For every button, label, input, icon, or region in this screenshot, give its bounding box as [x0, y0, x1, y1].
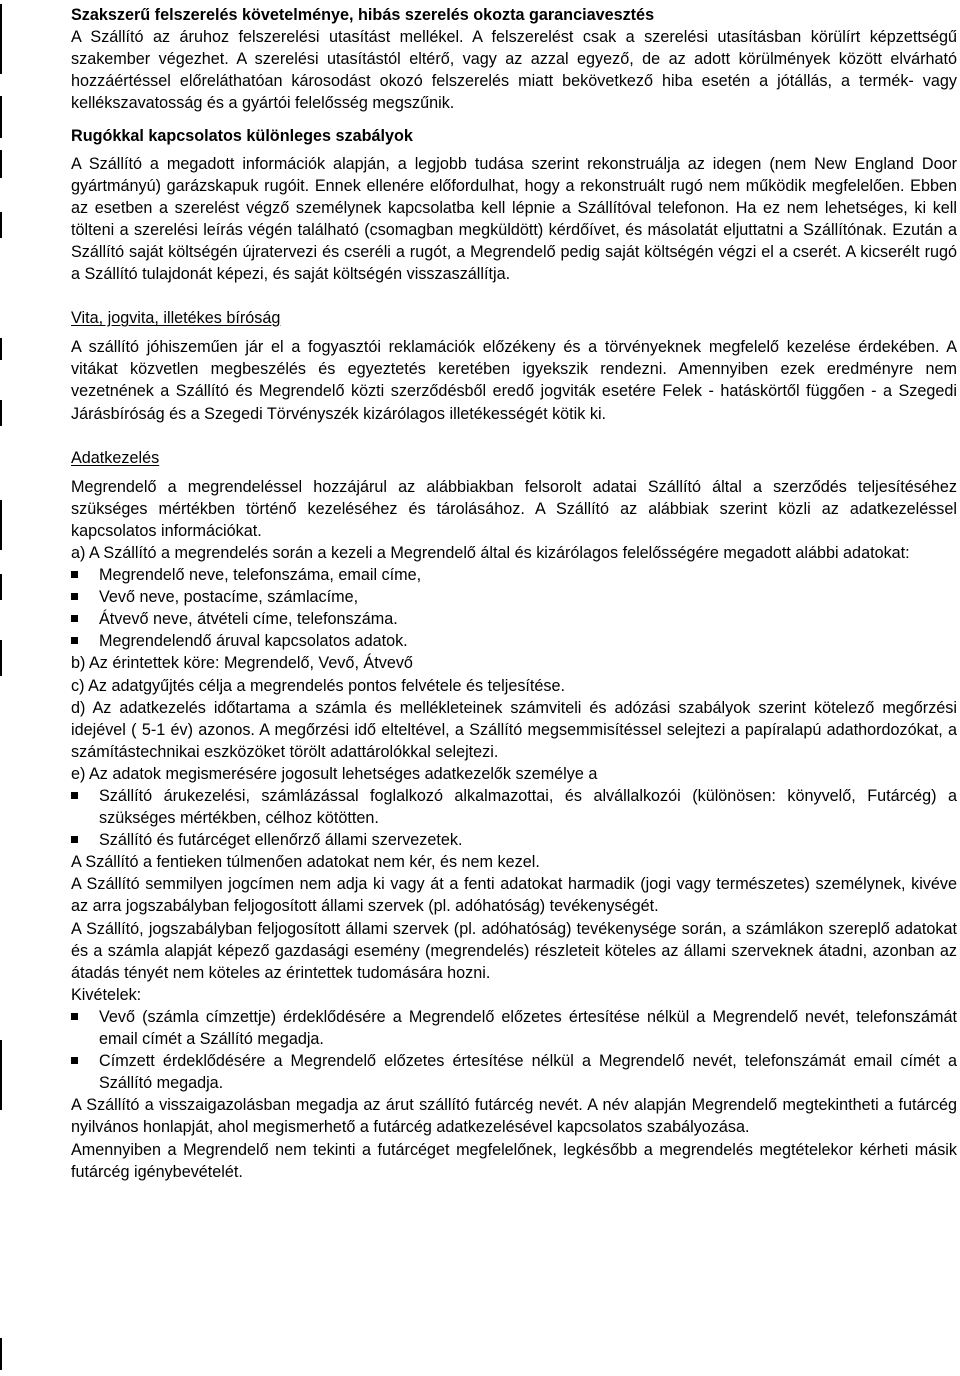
paragraph-a: a) A Szállító a megrendelés során a kezeli a Megrendelő által és kizárólagos felelősségére megadott alábbi adatokat: — [71, 543, 910, 562]
paragraph: Amennyiben a Megrendelő nem tekinti a futárcéget megfelelőnek, legkésőbb a megrendelés megtételekor kérheti másik futárcég igénybevételét. — [71, 1140, 957, 1181]
paragraph: A szállító jóhiszeműen jár el a fogyasztói reklamációk előzékeny és a törvényeknek megfelelő kezelése érdekében. A vitákat közvetlen megbeszélés és egyeztetés keretében igyekszik rendezni. Amennyiben ezek eredményre nem vezetnének a Szállító és Megrendelő közti szerződésből eredő jogviták esetére Felek - hatáskörtől függően - a Szegedi Járásbíróság és a Szegedi Törvényszék kizárólagos illetékességét kötik ki. — [71, 338, 957, 423]
margin-bar — [0, 500, 2, 550]
margin-bar — [0, 96, 2, 138]
margin-bar — [0, 400, 2, 426]
list-item: Átvevő neve, átvételi címe, telefonszáma. — [71, 608, 957, 630]
margin-bar — [0, 640, 2, 676]
list-exceptions — [71, 1006, 957, 1094]
bullet-square-icon — [71, 571, 78, 578]
bullet-square-icon — [71, 1013, 78, 1020]
paragraph-d: d) Az adatkezelés időtartama a számla és mellékleteinek számviteli és adózási szabályok szerint kötelező megőrzési idejével ( 5-1 év) azonos. A megőrzési idő elteltével, a Szállító megsemmisítéssel selejtezi a papíralapú adathordozókat, a számítástechnikai eszközöket törölt adattárolókkal selejtezi. — [71, 698, 957, 761]
section-heading-dispute: Vita, jogvita, illetékes bíróság — [71, 309, 281, 328]
paragraph: A Szállító a megadott információk alapján, a legjobb tudása szerint rekonstruálja az idegen (nem New England Door gyártmányú) garázskapuk rugóit. Ennek ellenére előfordulhat, hogy a rekonstruált rugó nem működik megfelelően. Ebben az esetben a szerelést végző személynek kapcsolatba kell lépnie a Szállítóval telefonon. Ha ez nem lehetséges, ki kell tölteni a szerelési leírás végén található (csomagban megküldött) kérdőívet, és másolatát eljuttatni a Szállítónak. Ezután a Szállító saját költségén újratervezi és cseréli a rugót, a Megrendelő pedig saját költségén végzi el a cserét. A kicserélt rugó a Szállító tulajdonát képezi, és saját költségén visszaszállítja. — [71, 154, 957, 284]
document-page — [71, 0, 957, 1183]
bullet-square-icon — [71, 1057, 78, 1064]
paragraph-b: b) Az érintettek köre: Megrendelő, Vevő, Átvevő — [71, 654, 413, 673]
section-heading-springs: Rugókkal kapcsolatos különleges szabályok — [71, 127, 413, 146]
bullet-square-icon — [71, 836, 78, 843]
bullet-square-icon — [71, 615, 78, 622]
paragraph-e: e) Az adatok megismerésére jogosult lehetséges adatkezelők személye a — [71, 764, 598, 783]
list-item: Vevő neve, postacíme, számlacíme, — [71, 586, 957, 608]
paragraph-c: c) Az adatgyűjtés célja a megrendelés pontos felvétele és teljesítése. — [71, 676, 566, 695]
margin-bar — [0, 574, 2, 600]
paragraph: A Szállító a visszaigazolásban megadja az árut szállító futárcég nevét. A név alapján Megrendelő megtekintheti a futárcég nyilvános honlapját, ahol megismerhető a futárcég adatkezelésével kapcsolatos szabályozása. — [71, 1096, 957, 1137]
margin-bar — [0, 1040, 2, 1110]
paragraph: A Szállító a fentieken túlmenően adatokat nem kér, és nem kezel. — [71, 853, 540, 872]
section-heading-installation: Szakszerű felszerelés követelménye, hibás szerelés okozta garanciavesztés — [71, 6, 655, 24]
list-item: Megrendelő neve, telefonszáma, email címe, — [71, 564, 957, 586]
section-heading-data-handling: Adatkezelés — [71, 448, 160, 467]
list-a — [71, 564, 957, 652]
list-e — [71, 785, 957, 851]
bullet-square-icon — [71, 792, 78, 799]
paragraph: A Szállító az áruhoz felszerelési utasítást mellékel. A felszerelést csak a szerelési utasításban körülírt képzettségű szakember végezhet. A szerelési utasítástól eltérő, vagy az azzal egyező, de az adott körülmények között elvárható hozzáértéssel előreláthatóan károsodást okozó felszerelés miatt bekövetkező hiba esetén a jótállás, a termék- vagy kellékszavatosság és a gyártói felelősség megszűnik. — [71, 28, 957, 113]
margin-bar — [0, 1338, 2, 1370]
list-item: Szállító árukezelési, számlázással foglalkozó alkalmazottai, és alvállalkozói (különösen: könyvelő, Futárcég) a szükséges mértékben, célhoz kötötten. — [71, 785, 957, 829]
margin-bar — [0, 338, 2, 360]
list-item: Címzett érdeklődésére a Megrendelő előzetes értesítése nélkül a Megrendelő nevét, telefonszámát email címét a Szállító megadja. — [71, 1050, 957, 1094]
paragraph: Megrendelő a megrendeléssel hozzájárul az alábbiakban felsorolt adatai Szállító által a szerződés teljesítéséhez szükséges mértékben történő kezeléséhez és tárolásához. A Szállító az alábbiak szerint közli az adatkezeléssel kapcsolatos információkat. — [71, 477, 957, 540]
paragraph: A Szállító semmilyen jogcímen nem adja ki vagy át a fenti adatokat harmadik (jogi vagy természetes) személynek, kivéve az arra jogszabályban feljogosított állami szervek (pl. adóhatóság) tevékenységét. — [71, 875, 957, 916]
list-item: Megrendelendő áruval kapcsolatos adatok. — [71, 630, 957, 652]
margin-bar — [0, 150, 2, 178]
margin-bar — [0, 4, 2, 74]
exceptions-label: Kivételek: — [71, 985, 142, 1004]
bullet-square-icon — [71, 637, 78, 644]
paragraph: A Szállító, jogszabályban feljogosított állami szervek (pl. adóhatóság) tevékenysége során, a számlákon szereplő adatokat és a számla alapját képező gazdasági esemény (megrendelés) részleteit köteles az állami szerveknek átadni, azonban az átadás tényét nem köteles az érintettek tudomására hozni. — [71, 919, 957, 982]
list-item: Szállító és futárcéget ellenőrző állami szervezetek. — [71, 829, 957, 851]
list-item: Vevő (számla címzettje) érdeklődésére a Megrendelő előzetes értesítése nélkül a Megrendelő nevét, telefonszámát email címét a Szállító megadja. — [71, 1006, 957, 1050]
bullet-square-icon — [71, 593, 78, 600]
margin-bar — [0, 212, 2, 238]
